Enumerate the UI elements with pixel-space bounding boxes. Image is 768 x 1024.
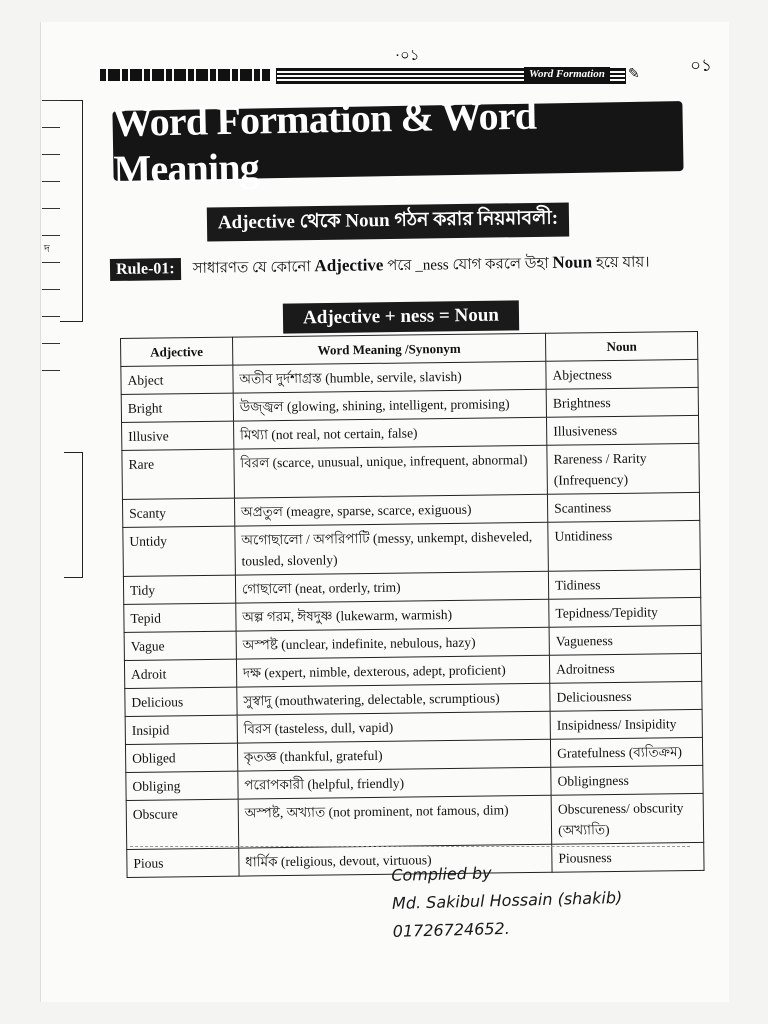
meaning-cell: গোছালো (neat, orderly, trim) xyxy=(235,571,549,603)
rule-text: সাধারণত যে কোনো Adjective পরে _ness যোগ করলে উহা Noun হয়ে যায়। xyxy=(192,251,650,277)
noun-cell: Tidiness xyxy=(548,569,700,599)
word-table xyxy=(120,331,705,878)
meaning-cell: ধার্মিক (religious, devout, virtuous) xyxy=(239,844,553,876)
meaning-cell: বিরস (tasteless, dull, vapid) xyxy=(237,711,551,743)
margin-bracket-lower xyxy=(64,452,83,578)
noun-cell: Scantiness xyxy=(548,492,700,522)
noun-cell: Untidiness xyxy=(548,520,700,571)
adjective-cell: Obliging xyxy=(126,771,238,800)
formula-banner: Adjective + ness = Noun xyxy=(283,300,519,333)
noun-cell: Obscureness/ obscurity (অখ্যাতি) xyxy=(551,793,703,844)
adjective-cell: Insipid xyxy=(125,715,237,744)
section-tag: Word Formation xyxy=(524,67,610,81)
section-subtitle: Adjective থেকে Noun গঠন করার নিয়মাবলী: xyxy=(207,202,569,241)
adjective-cell: Bright xyxy=(121,393,233,422)
adjective-cell: Obscure xyxy=(126,799,238,849)
handwritten-credit xyxy=(391,854,693,946)
meaning-cell: মিথ্যা (not real, not certain, false) xyxy=(233,417,547,449)
noun-cell: Rareness / Rarity (Infrequency) xyxy=(547,443,699,494)
noun-cell: Insipidness/ Insipidity xyxy=(550,709,702,739)
header-bar xyxy=(100,66,660,84)
adjective-cell: Scanty xyxy=(122,498,234,527)
header-bar-pattern xyxy=(100,69,270,81)
adjective-cell: Abject xyxy=(121,365,233,394)
meaning-cell: অপ্রতুল (meagre, sparse, scarce, exiguous) xyxy=(234,494,548,526)
meaning-cell: কৃতজ্ঞ (thankful, grateful) xyxy=(237,739,551,771)
page-title: Word Formation & Word Meaning xyxy=(112,101,683,181)
adjective-cell: Obliged xyxy=(125,743,237,772)
table-row xyxy=(123,520,701,576)
credit-line-2: Md. Sakibul Hossain (shakib) xyxy=(391,887,623,913)
noun-cell: Gratefulness (ব্যতিক্রম) xyxy=(551,737,703,767)
adjective-cell: Vague xyxy=(124,631,236,660)
meaning-cell: অস্পষ্ট, অখ্যাত (not prominent, not famous, dim) xyxy=(238,795,552,848)
table-row xyxy=(126,793,704,849)
meaning-cell: অগোছালো / অপরিপাটি (messy, unkempt, disheveled, tousled, slovenly) xyxy=(235,522,549,575)
credit-line-3: 01726724652. xyxy=(392,918,511,941)
adjective-cell: Pious xyxy=(127,848,239,877)
noun-cell: Illusiveness xyxy=(547,415,699,445)
credit-line-1: Complied by xyxy=(391,863,492,885)
adjective-cell: Adroit xyxy=(124,659,236,688)
meaning-cell: অল্প গরম, ঈষদুষ্ণ (lukewarm, warmish) xyxy=(236,599,550,631)
noun-cell: Abjectness xyxy=(546,359,698,389)
adjective-cell: Untidy xyxy=(123,526,235,576)
noun-cell: Adroitness xyxy=(550,653,702,683)
margin-bracket xyxy=(60,100,83,322)
adjective-cell: Illusive xyxy=(122,421,234,450)
top-page-mark: ·০১ xyxy=(395,48,420,64)
adjective-cell: Delicious xyxy=(125,687,237,716)
noun-cell: Piousness xyxy=(552,842,704,872)
noun-cell: Brightness xyxy=(546,387,698,417)
meaning-cell: দক্ষ (expert, nimble, dexterous, adept, proficient) xyxy=(236,655,550,687)
header-adjective: Adjective xyxy=(121,337,233,366)
meaning-cell: অতীব দুর্দশাগ্রস্ত (humble, servile, slavish) xyxy=(233,361,547,393)
meaning-cell: উজ্জ্বল (glowing, shining, intelligent, promising) xyxy=(233,389,547,421)
table-row xyxy=(122,443,700,499)
meaning-cell: সুস্বাদু (mouthwatering, delectable, scrumptious) xyxy=(237,683,551,715)
meaning-cell: পরোপকারী (helpful, friendly) xyxy=(238,767,552,799)
meaning-cell: অস্পষ্ট (unclear, indefinite, nebulous, hazy) xyxy=(236,627,550,659)
rule-tag: Rule-01: xyxy=(110,258,181,281)
meaning-cell: বিরল (scarce, unusual, unique, infrequent, abnormal) xyxy=(234,445,548,498)
noun-cell: Obligingness xyxy=(551,765,703,795)
margin-mark: দ xyxy=(44,243,50,255)
pencil-icon: ✎ xyxy=(628,67,640,82)
noun-cell: Vagueness xyxy=(549,625,701,655)
noun-cell: Tepidness/Tepidity xyxy=(549,597,701,627)
noun-cell: Deliciousness xyxy=(550,681,702,711)
adjective-cell: Tidy xyxy=(123,575,235,604)
header-meaning: Word Meaning /Synonym xyxy=(232,333,546,365)
header-noun: Noun xyxy=(546,331,698,361)
divider xyxy=(130,846,690,848)
adjective-cell: Tepid xyxy=(124,603,236,632)
page-number: ০১ xyxy=(690,56,713,75)
adjective-cell: Rare xyxy=(122,449,234,499)
